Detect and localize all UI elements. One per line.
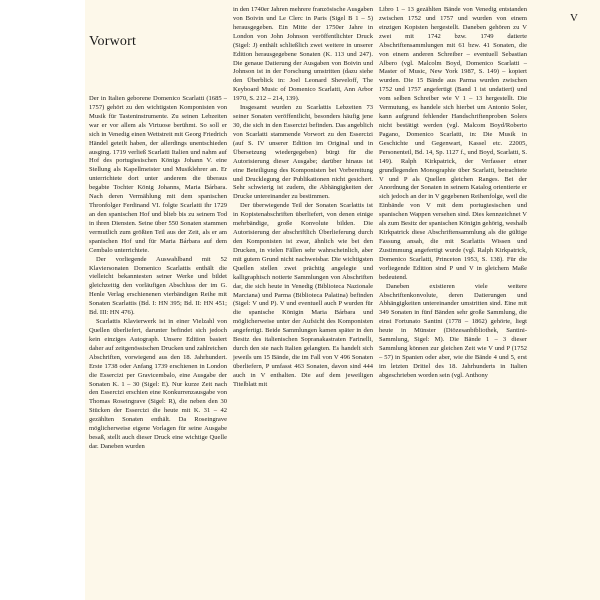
page-title: Vorwort: [89, 34, 137, 49]
paragraph: in den 1740er Jahren mehrere französische Ausgaben von Boivin und Le Clerc in Paris (Sigel B 1 – 5) herausgegeben. Ein Mitte der 1750er Jahre in London von John Johnson veröffentlichter Druck (Sigel: J) enthält schließlich zwei weitere in unserer Edition herausgegebene Sonaten (K. 113 und 247). Die genaue Datierung der Ausgaben von Boivin und Johnson ist in der Forschung umstritten (dazu siehe den Überblick in: Joel Leonard Sheveloff, The Keyboard Music of Domenico Scarlatti, Ann Arbor 1970, S. 212 – 214, 139).: [233, 6, 373, 103]
paragraph: Insgesamt wurden zu Scarlattis Lebzeiten 73 seiner Sonaten veröffentlicht, besonders häufig jene 30, die sich in den Essercizi befinden. Das angeblich von Scarlatti stammende Vorwort zu den Essercizi (auf S. IV unserer Edition im Original und in Übersetzung wiedergegeben) bürgt für die Autorisierung dieser Ausgabe; darüber hinaus ist eine Beteiligung des Komponisten bei Vorbereitung und Drucklegung der Publikationen nicht gesichert. Sehr schwierig ist zudem, die Abhängigkeiten der Drucke untereinander zu bestimmen.: [233, 104, 373, 201]
paragraph: Der überwiegende Teil der Sonaten Scarlattis ist in Kopistenabschriften überliefert, von denen einige mehrbändige, große Konvolute bilden. Die Autorisierung der abschriftlich Überlieferung durch den Komponisten ist zwar, ähnlich wie bei den Drucken, in vielen Fällen sehr wahrscheinlich, aber mit gutem Grund nicht nachweisbar. Die wichtigsten Quellen stellen zwei prächtig angelegte und kalligraphisch notierte Sammlungen von Abschriften dar, die sich heute in Venedig (Biblioteca Nazionale Marciana) und Parma (Biblioteca Palatina) befinden (Sigel: V und P). V und eventuell auch P wurden für die spanische Königin Maria Bárbara und möglicherweise unter der Aufsicht des Komponisten angefertigt. Beide Sammlungen kamen später in den Besitz des italienischen Sopranakastraten Farinelli, durch den sie nach Italien gelangten. Es handelt sich jeweils um 15 Bände, die im Fall von V 496 Sonaten überliefern, P umfasst 463 Sonaten, davon sind 444 auch in V enthalten. Die auf dem jeweiligen Titelblatt mit: [233, 202, 373, 388]
paragraph: Daneben existieren viele weitere Abschriftenkonvolute, deren Datierungen und Abhängigkeiten untereinander umstritten sind. Eine mit 349 Sonaten in fünf Bänden sehr große Sammlung, die einst Fortunato Santini (1778 – 1862) gehörte, liegt heute in Münster (Diözesanbibliothek, Santini-Sammlung, Sigel: M). Die Bände 1 – 3 dieser Sammlung können zur gleichen Zeit wie V und P (1752 – 57) in Spanien oder aber, wie die Bände 4 und 5, erst im letzten Drittel des 18. Jahrhunderts in Italien abgeschrieben worden sein (vgl. Anthony: [379, 282, 527, 379]
paragraph: Der in Italien geborene Domenico Scarlatti (1685 – 1757) gehört zu den wichtigsten Komponisten von Musik für Tasteninstrumente. Zu seinen Lebzeiten war er vor allem als Virtuose berühmt. So soll er sich in Venedig einen Wettstreit mit Georg Friedrich Händel geteilt haben, der allerdings unentschieden ausging. 1719 verließ Scarlatti Italien und nahm auf Hof des portugiesischen Königs Johann V. eine Stellung als Kapellmeister und Musiklehrer an. Er unterrichtete dort unter anderem die überaus begabte Tochter König Johanns, Maria Bárbara. Nach deren Vermählung mit dem spanischen Thronfolger Ferdinand VI. folgte Scarlatti ihr 1729 an den spanischen Hof und blieb bis zu seinem Tod in ihren Diensten. Seine über 550 Sonaten stammen vermutlich zum größten Teil aus der Zeit, als er am spanischen Hof und für Maria Bárbara auf dem Cembalo unterrichtete.: [89, 95, 227, 254]
text-column-2: [233, 6, 373, 390]
text-column-3: [379, 6, 527, 381]
paragraph: Der vorliegende Auswahlband mit 52 Klaviersonaten Domenico Scarlattis enthält die vielleicht bekanntesten seiner Werke und bildet gleichzeitig den vorläufigen Abschluss der im G. Henle Verlag erschienenen vierbändigen Reihe mit Sonaten Scarlattis (Bd. I: HN 395; Bd. II: HN 451; Bd. III: HN 476).: [89, 255, 227, 317]
text-column-1: [89, 95, 227, 452]
page-number: V: [570, 12, 578, 24]
paragraph: Libro 1 – 13 gezählten Bände von Venedig entstanden zwischen 1752 und 1757 und wurden von einem einzigen Kopisten hergestellt. Daneben gehören zu V zwei mit 1742 bzw. 1749 datierte Abschriftensammlungen mit 61 bzw. 41 Sonaten, die von einem anderen Schreiber – eventuell Sebastian Albero (vgl. Malcolm Boyd, Domenico Scarlatti – Master of Music, New York 1987, S. 149) – kopiert wurden. Die 15 Bände aus Parma wurden zwischen 1752 und 1757 angefertigt (Band 1 ist undatiert) und vom selben Schreiber wie V 1 – 13 hergestellt. Die Vermutung, es handele sich hierbei um Antonio Soler, kann aufgrund fehlender Handschriftenproben Solers nicht bestätigt werden (vgl. Malcom Boyd/Roberto Pagano, Domenico Scarlatti, in: Die Musik in Geschichte und Gegenwart, Kassel etc. 22005, Personenteil, Bd. 14, Sp. 1127 f., und Boyd, Scarlatti, S. 149). Ralph Kirkpatrick, der Verfasser einer grundlegenden Monographie über Scarlatti, betrachtete V und P als Quellen gleichen Ranges. Bei der Anordnung der Sonaten in seinem Katalog orientierte er sich jedoch an der in V gegebenen Reihenfolge, weil die Einbände von V mit dem portugiesischen und spanischen Wappen versehen sind. Dies kennzeichnet V als zum Besitz der spanischen Königin gehörig, weshalb Kirkpatrick diese Abschriftensammlung als die gültige Fassung ansah, die mit Scarlattis Wissen und Zustimmung angefertigt wurde (vgl. Ralph Kirkpatrick, Domenico Scarlatti, Princeton 1953, S. 138). Für die vorliegende Edition sind P und V in gleichem Maße bedeutend.: [379, 6, 527, 281]
document-page: [85, 0, 600, 600]
paragraph: Scarlattis Klavierwerk ist in einer Vielzahl von Quellen überliefert, darunter befindet sich jedoch kein einziges Autograph. Unsere Edition basiert daher auf zeitgenössischen Drucken und zahlreichen Abschriften, vorwiegend aus den 18. Jahrhundert. Erste 1738 oder Anfang 1739 erschienen in London die Essercizi per Gravicembalo, eine Ausgabe der Sonaten K. 1 – 30 (Sigel: E). Nur kurze Zeit nach den Essercizi erschien eine Konkurrenzausgabe von Thomas Roseingrave (Sigel: R), die neben den 30 Stücken der Essercizi die heute mit K. 31 – 42 gezählten Sonaten enthält. Da Roseingrave möglicherweise eigene Vorlagen für seine Ausgabe besaß, stellt auch dieser Druck eine wichtige Quelle dar. Daneben wurden: [89, 318, 227, 450]
